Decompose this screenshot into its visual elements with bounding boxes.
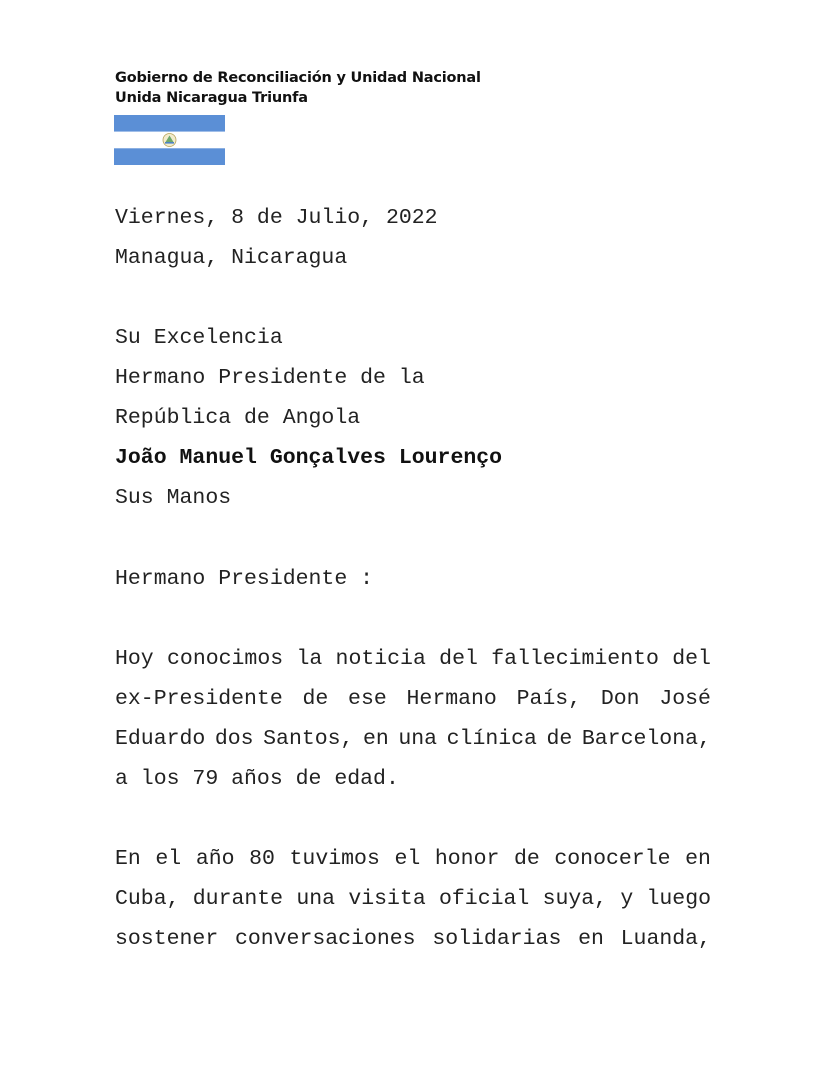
word: de [513,847,540,871]
paragraph-line [115,839,711,879]
word: sostener [115,927,219,951]
word: Luanda, [620,927,711,951]
salutation-text: Hermano Presidente : [115,567,374,591]
date-block [115,198,438,278]
word: ex-Presidente [115,687,283,711]
word: noticia [335,647,426,671]
word: José [659,687,711,711]
paragraph-line [115,719,711,759]
letter-place: Managua, Nicaragua [115,246,348,270]
word: 80 [249,847,275,871]
word: la [296,647,323,671]
paragraph-1 [115,639,711,799]
word: visita [348,887,426,911]
word: una [296,887,336,911]
word: Hoy [115,647,154,671]
word: el [155,847,182,871]
word: Cuba, [115,887,180,911]
word: solidarias [432,927,562,951]
word: Eduardo [115,727,206,751]
word: dos [214,727,254,751]
paragraph-line [115,879,711,919]
recipient-name: João Manuel Gonçalves Lourenço [115,446,503,470]
recipient-title: Hermano Presidente de la [115,366,425,390]
salutation [115,559,373,599]
word: conocimos [167,647,284,671]
word: ese [348,687,387,711]
word: conocerle [554,847,671,871]
paragraph-line: a los 79 años de edad. [115,767,399,791]
word: En [115,847,141,871]
letter-date: Viernes, 8 de Julio, 2022 [115,206,438,230]
word: Hermano [406,687,497,711]
word: y [620,887,634,911]
letterhead-government: Gobierno de Reconciliación y Unidad Nacional [115,70,481,86]
nicaragua-flag-icon [114,115,225,165]
word: clínica [446,727,537,751]
paragraph-2 [115,839,711,959]
recipient-block [115,318,502,518]
word: en [685,847,711,871]
word: fallecimiento [491,647,659,671]
word: oficial [438,887,530,911]
word: Santos, [263,727,354,751]
word: de [302,687,329,711]
word: conversaciones [234,927,416,951]
letterhead [115,68,481,108]
recipient-closing: Sus Manos [115,486,232,510]
word: suya, [542,887,608,911]
word: honor [434,847,500,871]
word: Don [600,687,640,711]
word: en [578,927,604,951]
word: una [398,727,438,751]
word: del [672,647,711,671]
word: el [394,847,421,871]
word: de [546,727,573,751]
letterhead-slogan: Unida Nicaragua Triunfa [115,90,308,106]
paragraph-line [115,679,711,719]
word: del [439,647,478,671]
word: luego [646,887,711,911]
word: País, [516,687,582,711]
paragraph-line [115,919,711,959]
word: año [195,847,235,871]
word: durante [192,887,284,911]
word: tuvimos [289,847,380,871]
word: Barcelona, [581,727,711,751]
recipient-country: República de Angola [115,406,361,430]
recipient-honorific: Su Excelencia [115,326,283,350]
word: en [363,727,389,751]
paragraph-line [115,639,711,679]
